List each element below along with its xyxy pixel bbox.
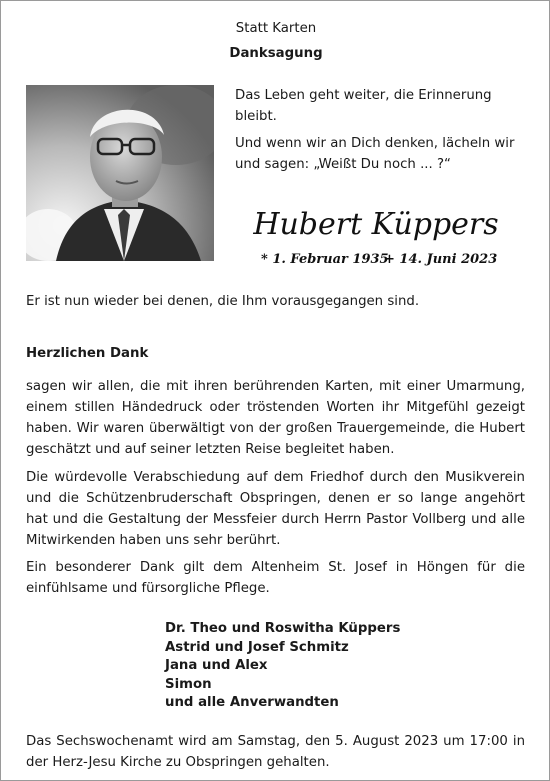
death-date: + 14. Juni 2023 <box>384 252 498 267</box>
birth-date: * 1. Februar 1935 <box>261 252 389 267</box>
thanks-heading: Herzlichen Dank <box>26 346 149 361</box>
signatory: Astrid und Josef Schmitz <box>165 639 349 655</box>
portrait-image <box>26 85 214 261</box>
signatory: Simon <box>165 676 212 692</box>
statt-karten-label: Statt Karten <box>235 21 317 36</box>
footer-announcement: Das Sechswochenamt wird am Samstag, den 5. August 2023 um 17:00 in der Herz-Jesu Kirche zu Obspringen gehalten. <box>26 734 525 770</box>
portrait-photo <box>26 85 214 261</box>
body-paragraph-3: Ein besonderer Dank gilt dem Altenheim St. Josef in Höngen für die einfühlsame und fürsorgliche Pflege. <box>26 560 525 596</box>
quote-line-4: und sagen: „Weißt Du noch ... ?“ <box>235 157 451 172</box>
body-paragraph-1: sagen wir allen, die mit ihren berührenden Karten, mit einer Umarmung, einem stillen Händedruck oder tröstenden Worten ihr Mitgefühl gezeigt haben. Wir waren überwältigt von der großen Trauergemeinde, die Hubert geschätzt und auf seiner letzten Reise begleitet haben. <box>26 379 525 457</box>
signatories-list <box>165 620 400 713</box>
intro-text: Er ist nun wieder bei denen, die Ihm vorausgegangen sind. <box>26 294 420 309</box>
body-paragraph-2: Die würdevolle Verabschiedung auf dem Friedhof durch den Musikverein und die Schützenbruderschaft Obspringen, denen er so lange angehört hat und die Gestaltung der Messfeier durch Herrn Pastor Vollberg und alle Mitwirkenden haben uns sehr berührt. <box>26 470 525 548</box>
signatory: Jana und Alex <box>165 658 268 673</box>
signatory: Dr. Theo und Roswitha Küppers <box>165 621 401 636</box>
signatory: und alle Anverwandten <box>165 695 339 710</box>
quote-line-1: Das Leben geht weiter, die Erinnerung <box>235 88 492 103</box>
quote-line-2: bleibt. <box>235 109 277 124</box>
deceased-name: Hubert Küppers <box>253 207 499 242</box>
quote-line-3: Und wenn wir an Dich denken, lächeln wir <box>235 136 515 151</box>
danksagung-title: Danksagung <box>229 46 323 61</box>
